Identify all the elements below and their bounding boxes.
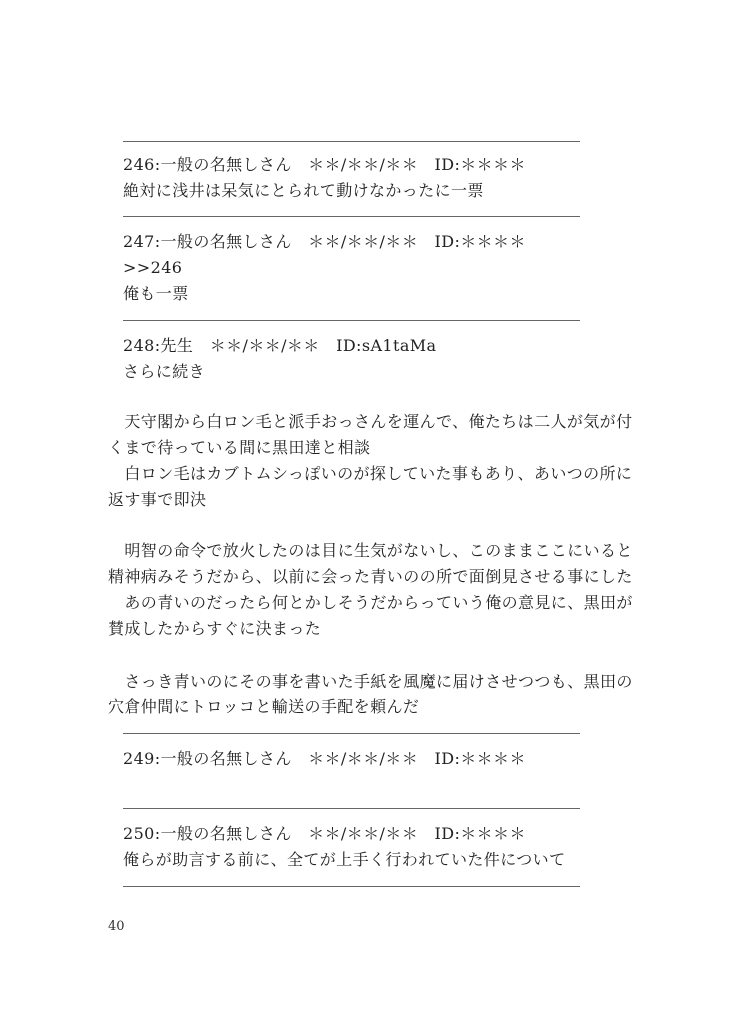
- body-line: 返す事で即決: [108, 490, 207, 509]
- post-divider: [123, 216, 580, 217]
- post-body-line: 絶対に浅井は呆気にとられて動けなかったに一票: [123, 181, 484, 200]
- body-line: あの青いのだったら何とかしそうだからっていう俺の意見に、黒田が: [108, 593, 633, 612]
- reply-anchor-link[interactable]: >>246: [123, 258, 183, 277]
- page-number: 40: [108, 919, 125, 934]
- body-line: 天守閣から白ロン毛と派手おっさんを運んで、俺たちは二人が気が付: [108, 412, 633, 431]
- body-line: 白ロン毛はカブトムシっぽいのが探していた事もあり、あいつの所に: [108, 464, 633, 483]
- post-body-line: 俺も一票: [123, 284, 189, 303]
- post-divider: [123, 141, 580, 142]
- post-divider: [123, 886, 580, 887]
- post-body-line: 俺らが助言する前に、全てが上手く行われていた件について: [123, 850, 566, 869]
- body-line: さっき青いのにその事を書いた手紙を風魔に届けさせつつも、黒田の: [108, 672, 633, 691]
- post-header: 248:先生 ＊＊/＊＊/＊＊ ID:sA1taMa: [123, 336, 437, 355]
- post-divider: [123, 808, 580, 809]
- body-line: 賛成したからすぐに決まった: [108, 619, 322, 638]
- post-header: 249:一般の名無しさん ＊＊/＊＊/＊＊ ID:＊＊＊＊: [123, 749, 526, 768]
- post-divider: [123, 320, 580, 321]
- post-header: 246:一般の名無しさん ＊＊/＊＊/＊＊ ID:＊＊＊＊: [123, 155, 526, 174]
- post-body-line: さらに続き: [123, 362, 206, 381]
- post-divider: [123, 733, 580, 734]
- body-line: 穴倉仲間にトロッコと輸送の手配を頼んだ: [108, 697, 420, 716]
- body-line: 明智の命令で放火したのは目に生気がないし、このままここにいると: [108, 541, 633, 560]
- body-line: 精神病みそうだから、以前に会った青いのの所で面倒見させる事にした: [108, 567, 633, 586]
- body-line: くまで待っている間に黒田達と相談: [108, 438, 371, 457]
- post-header: 247:一般の名無しさん ＊＊/＊＊/＊＊ ID:＊＊＊＊: [123, 232, 526, 251]
- post-header: 250:一般の名無しさん ＊＊/＊＊/＊＊ ID:＊＊＊＊: [123, 824, 526, 843]
